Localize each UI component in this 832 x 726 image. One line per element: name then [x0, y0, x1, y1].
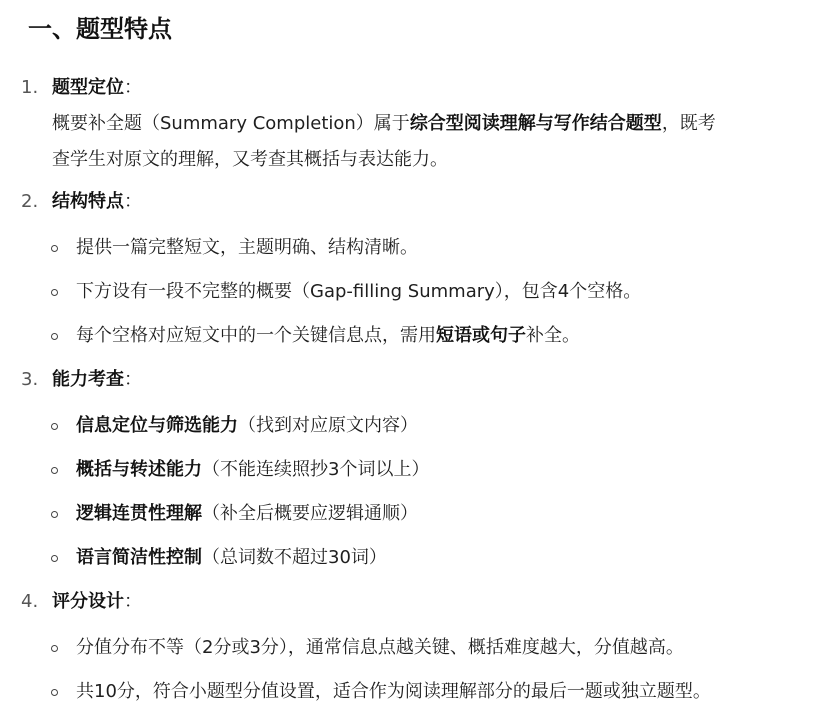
bullet-circle-icon	[51, 333, 58, 340]
bullet-circle-icon	[51, 423, 58, 430]
section-1-label: 题型定位	[52, 77, 124, 98]
section-1-colon: ：	[124, 77, 142, 98]
list-item-bold: 概括与转述能力	[76, 459, 202, 480]
bullet-circle-icon	[51, 289, 58, 296]
list-item-text: 每个空格对应短文中的一个关键信息点，需用	[76, 325, 436, 346]
list-item: 下方设有一段不完整的概要（Gap-filling Summary），包含4个空格。	[76, 281, 642, 302]
section-4-colon: ：	[124, 591, 142, 612]
list-number-4: 4.	[21, 591, 39, 612]
section-1-body-line-2: 查学生对原文的理解，又考查其概括与表达能力。	[52, 149, 448, 170]
section-4-title	[52, 587, 142, 617]
list-item: 分值分布不等（2分或3分），通常信息点越关键、概括难度越大，分值越高。	[76, 637, 684, 658]
list-item-bold: 逻辑连贯性理解	[76, 503, 202, 524]
section-3-label: 能力考查	[52, 369, 124, 390]
section-1-text-a: 概要补全题（Summary Completion）属于	[52, 113, 410, 134]
section-1-title	[52, 73, 142, 103]
section-heading: 一、题型特点	[28, 15, 172, 43]
list-number-3: 3.	[21, 369, 39, 390]
list-number-2: 2.	[21, 191, 39, 212]
list-item-text: （补全后概要应逻辑通顺）	[202, 503, 418, 524]
section-4-label: 评分设计	[52, 591, 124, 612]
section-2-title	[52, 187, 142, 217]
bullet-circle-icon	[51, 689, 58, 696]
bullet-circle-icon	[51, 467, 58, 474]
list-item	[76, 321, 580, 351]
list-item-text: 补全。	[526, 325, 580, 346]
bullet-circle-icon	[51, 555, 58, 562]
section-1-bold-term: 综合型阅读理解与写作结合题型	[409, 113, 662, 134]
list-item-text: （总词数不超过30词）	[202, 547, 387, 568]
section-2-colon: ：	[124, 191, 142, 212]
section-2-label: 结构特点	[52, 191, 124, 212]
section-1-text-b: ，既考	[661, 113, 716, 134]
list-item-bold: 信息定位与筛选能力	[76, 415, 238, 436]
bullet-circle-icon	[51, 245, 58, 252]
list-item-text: （找到对应原文内容）	[238, 415, 418, 436]
list-item: 提供一篇完整短文，主题明确、结构清晰。	[76, 237, 418, 258]
section-3-title	[52, 365, 142, 395]
list-item-bold: 语言简洁性控制	[76, 547, 202, 568]
section-3-colon: ：	[124, 369, 142, 390]
list-item	[76, 411, 418, 441]
list-item	[76, 455, 429, 485]
list-item: 共10分，符合小题型分值设置，适合作为阅读理解部分的最后一题或独立题型。	[76, 681, 711, 702]
list-number-1: 1.	[21, 77, 39, 98]
list-item	[76, 499, 418, 529]
section-1-body-line-1	[52, 109, 716, 139]
list-item-text: （不能连续照抄3个词以上）	[202, 459, 430, 480]
bullet-circle-icon	[51, 511, 58, 518]
list-item	[76, 543, 387, 573]
list-item-bold: 短语或句子	[436, 325, 526, 346]
bullet-circle-icon	[51, 645, 58, 652]
